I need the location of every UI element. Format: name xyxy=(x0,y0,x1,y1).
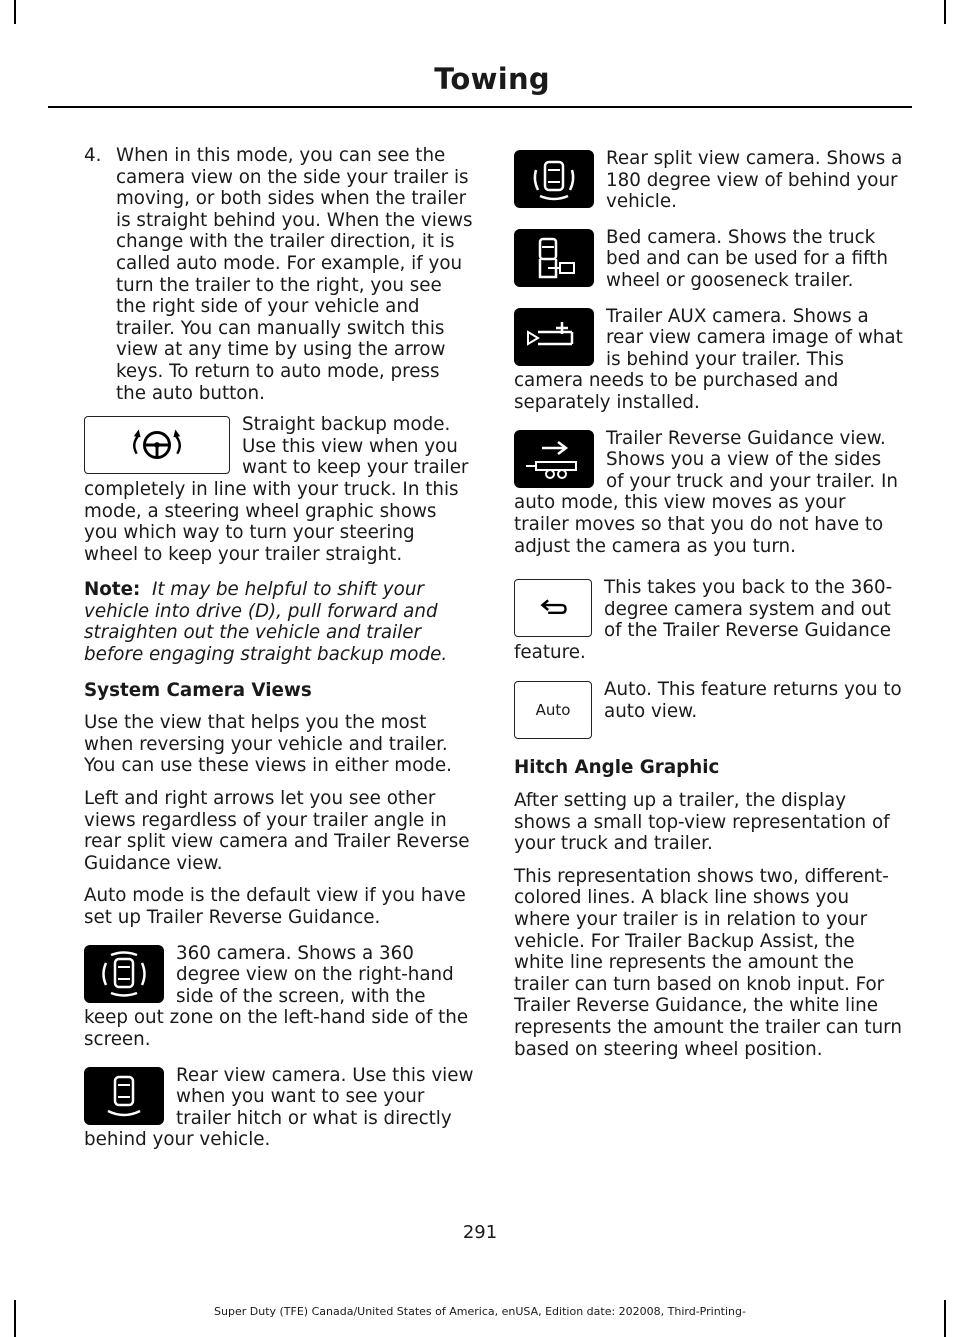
page-title: Towing xyxy=(434,62,550,96)
left-column xyxy=(84,145,474,1165)
crop-mark xyxy=(14,0,16,24)
paragraph: Auto mode is the default view if you have set up Trailer Reverse Guidance. xyxy=(84,885,466,928)
paragraph: Use the view that helps you the most when reversing your vehicle and trailer. You can use these views in either mode. xyxy=(84,712,452,777)
straight-backup-text: Straight backup mode. Use this view when you want to keep your trailer completely in line with your truck. In this mode, a steering wheel graphic shows you which way to turn your steering wheel to keep your trailer straight. xyxy=(84,414,469,565)
rear-view-text: Rear view camera. Use this view when you want to see your trailer hitch or what is directly behind your vehicle. xyxy=(84,1064,474,1151)
trg-text: Trailer Reverse Guidance view. Shows you a view of the sides of your truck and your trailer. In auto mode, this view moves as your trailer moves so that you do not have to adjust the camera as you turn. xyxy=(514,427,898,557)
paragraph: Left and right arrows let you see other views regardless of your trailer angle in rear split view camera and Trailer Reverse Guidance view. xyxy=(84,788,470,874)
numbered-step xyxy=(84,145,474,404)
aux-camera-text: Trailer AUX camera. Shows a rear view camera image of what is behind your trailer. This camera needs to be purchased and separately installed. xyxy=(514,305,903,413)
paragraph: This representation shows two, different-colored lines. A black line shows you where your trailer is in relation to your vehicle. For Trailer Backup Assist, the white line represents the amount the trailer can turn based on knob input. For Trailer Reverse Guidance, the white line represents the amount the trailer can turn based on steering wheel position. xyxy=(514,865,902,1060)
section-heading-hitch-angle: Hitch Angle Graphic xyxy=(514,757,720,779)
trailer-aux-camera-icon xyxy=(514,308,594,366)
auto-button-icon xyxy=(514,681,592,739)
back-entry xyxy=(514,577,904,663)
straight-backup-entry xyxy=(84,414,474,565)
paragraph: After setting up a trailer, the display shows a small top-view representation of your truck and trailer. xyxy=(514,790,890,855)
rear-split-entry xyxy=(514,148,904,213)
note-text: It may be helpful to shift your vehicle into drive (D), pull forward and straighten out the vehicle and trailer before engaging straight backup mode. xyxy=(84,579,448,666)
auto-entry xyxy=(514,679,904,743)
edition-footer: Super Duty (TFE) Canada/United States of America, enUSA, Edition date: 202008, Third-Printing- xyxy=(214,1305,746,1318)
rear-split-text: Rear split view camera. Shows a 180 degree view of behind your vehicle. xyxy=(606,148,903,213)
aux-camera-entry xyxy=(514,306,904,414)
trailer-reverse-guidance-icon xyxy=(514,430,594,488)
header-rule xyxy=(48,106,912,108)
note-label: Note: xyxy=(84,579,141,601)
bed-camera-text: Bed camera. Shows the truck bed and can be used for a fifth wheel or gooseneck trailer. xyxy=(606,226,888,291)
camera-360-entry xyxy=(84,943,474,1051)
back-arrow-icon xyxy=(514,579,592,637)
camera-360-text: 360 camera. Shows a 360 degree view on the right-hand side of the screen, with the keep out zone on the left-hand side of the screen. xyxy=(84,942,469,1050)
rear-split-camera-icon xyxy=(514,150,594,208)
rear-view-camera-icon xyxy=(84,1067,164,1125)
steering-wheel-arrows-icon xyxy=(84,416,230,474)
crop-mark xyxy=(944,0,946,24)
auto-text: Auto. This feature returns you to auto view. xyxy=(604,679,902,723)
page-number: 291 xyxy=(462,1222,498,1243)
bed-camera-entry xyxy=(514,227,904,292)
rear-view-entry xyxy=(84,1065,474,1151)
step-number: 4. xyxy=(84,145,102,166)
note xyxy=(84,579,474,665)
section-heading-camera-views: System Camera Views xyxy=(84,679,312,701)
auto-button-label: Auto xyxy=(535,700,571,719)
camera-360-icon xyxy=(84,945,164,1003)
back-text: This takes you back to the 360-degree camera system and out of the Trailer Reverse Guidance feature. xyxy=(514,577,893,663)
step-text: When in this mode, you can see the camera view on the side your trailer is moving, or both sides when the trailer is straight behind you. When the views change with the trailer direction, it is called auto mode. For example, if you turn the trailer to the right, you see the right side of your vehicle and trailer. You can manually switch this view at any time by using the arrow keys. To return to auto mode, press the auto button. xyxy=(116,145,473,404)
trg-entry xyxy=(514,428,904,558)
bed-camera-icon xyxy=(514,229,594,287)
right-column xyxy=(514,148,904,1071)
